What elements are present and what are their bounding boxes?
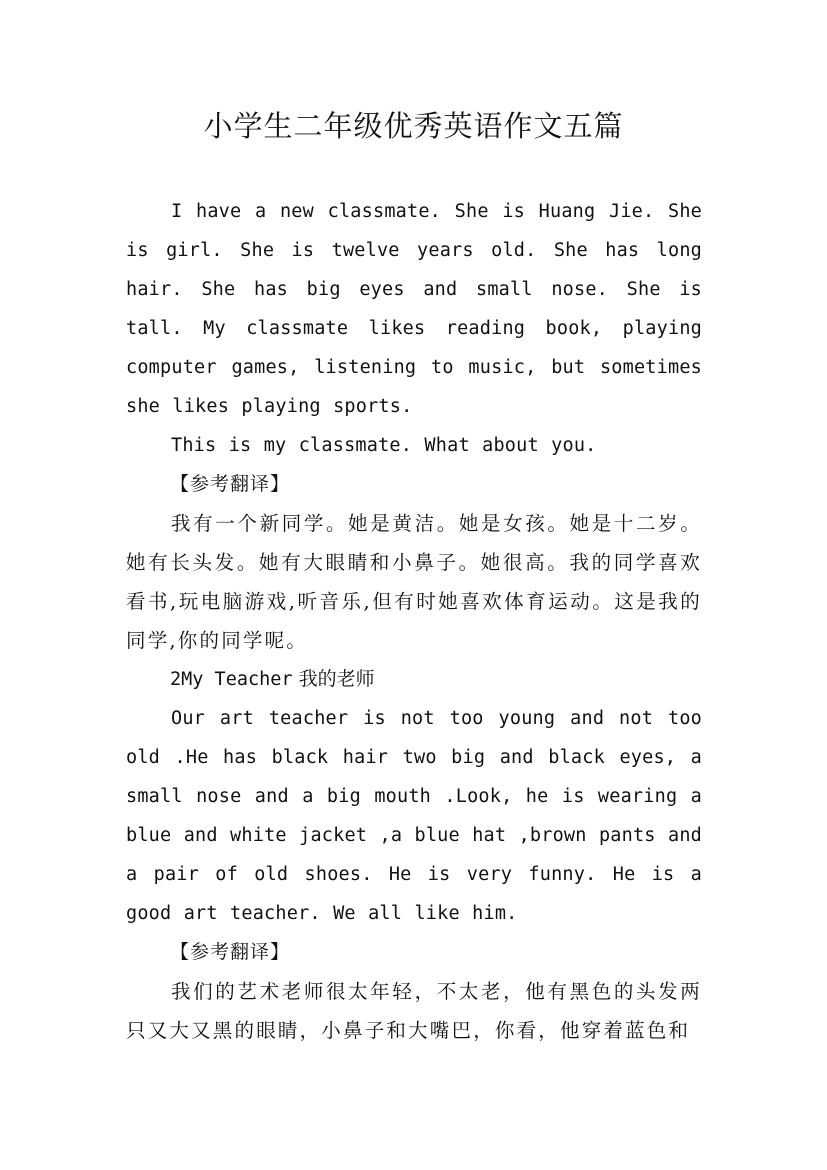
- essay1-paragraph-1: I have a new classmate. She is Huang Jie. She is girl. She is twelve years old. She has long hair. She has big eyes and small nose. She is tall. My classmate likes reading book, playing computer games, listening to music, but sometimes she likes playing sports.: [126, 201, 702, 417]
- document-body: [126, 192, 702, 1050]
- essay1-reference-label: 【参考翻译】: [170, 473, 291, 495]
- essay2-heading: [126, 660, 702, 699]
- essay2-heading-en: 2My Teacher: [170, 669, 293, 690]
- essay2-translation: 我们的艺术老师很太年轻，不太老，他有黑色的头发两只又大又黑的眼睛，小鼻子和大嘴巴，你看，他穿着蓝色和: [126, 980, 702, 1042]
- essay1-translation: 我有一个新同学。她是黄洁。她是女孩。她是十二岁。她有长头发。她有大眼睛和小鼻子。她很高。我的同学喜欢看书,玩电脑游戏,听音乐,但有时她喜欢体育运动。这是我的同学,你的同学呢。: [126, 512, 702, 652]
- essay2-paragraph-1: Our art teacher is not too young and not too old .He has black hair two big and black eyes, a small nose and a big mouth .Look, he is wearing a blue and white jacket ,a blue hat ,brown pants and a pair of old shoes. He is very funny. He is a good art teacher. We all like him.: [126, 708, 702, 924]
- document-title: 小学生二年级优秀英语作文五篇: [203, 109, 624, 143]
- essay2-reference-label: 【参考翻译】: [170, 941, 291, 963]
- essay2-heading-cn: 我的老师: [298, 668, 375, 690]
- essay1-paragraph-2: This is my classmate. What about you.: [171, 435, 597, 456]
